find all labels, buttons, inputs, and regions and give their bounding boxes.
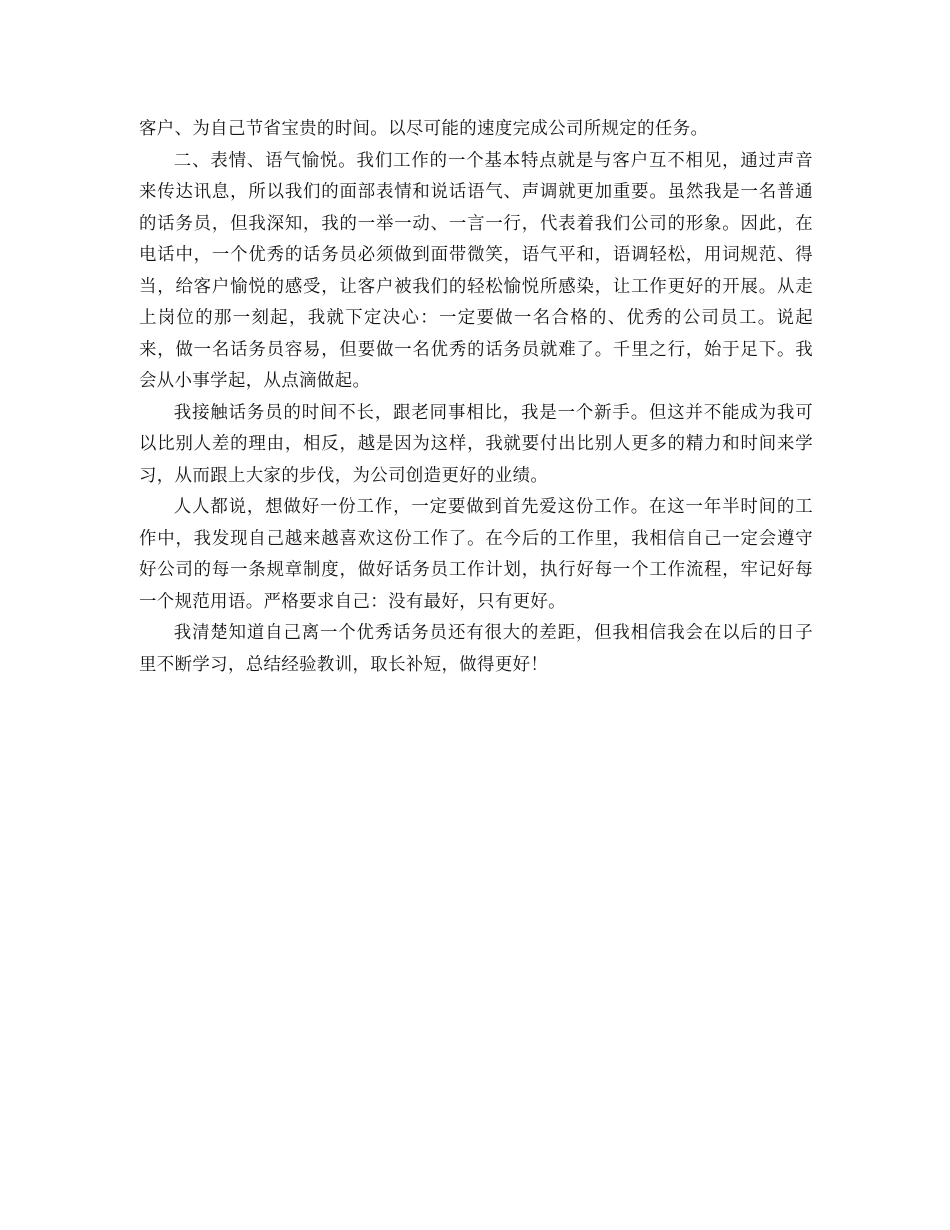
paragraph-expression-tone: 二、表情、语气愉悦。我们工作的一个基本特点就是与客户互不相见，通过声音来传达讯息，所以我们的面部表情和说话语气、声调就更加重要。虽然我是一名普通的话务员，但我深知，我的一举一动、一言一行，代表着我们公司的形象。因此，在电话中，一个优秀的话务员必须做到面带微笑，语气平和，语调轻松，用词规范、得当，给客户愉悦的感受，让客户被我们的轻松愉悦所感染，让工作更好的开展。从走上岗位的那一刻起，我就下定决心：一定要做一名合格的、优秀的公司员工。说起来，做一名话务员容易，但要做一名优秀的话务员就难了。千里之行，始于足下。我会从小事学起，从点滴做起。 bbox=[139, 150, 813, 391]
document-body bbox=[139, 114, 813, 681]
paragraph-new-operator: 我接触话务员的时间不长，跟老同事相比，我是一个新手。但这并不能成为我可以比别人差的理由，相反，越是因为这样，我就要付出比别人更多的精力和时间来学习，从而跟上大家的步伐，为公司创造更好的业绩。 bbox=[139, 402, 813, 486]
paragraph-continuation: 客户、为自己节省宝贵的时间。以尽可能的速度完成公司所规定的任务。 bbox=[139, 119, 709, 139]
paragraph-conclusion: 我清楚知道自己离一个优秀话务员还有很大的差距，但我相信我会在以后的日子里不断学习，总结经验教训，取长补短，做得更好！ bbox=[139, 623, 813, 675]
paragraph-love-work: 人人都说，想做好一份工作，一定要做到首先爱这份工作。在这一年半时间的工作中，我发现自己越来越喜欢这份工作了。在今后的工作里，我相信自己一定会遵守好公司的每一条规章制度，做好话务员工作计划，执行好每一个工作流程，牢记好每一个规范用语。严格要求自己：没有最好，只有更好。 bbox=[139, 497, 813, 612]
